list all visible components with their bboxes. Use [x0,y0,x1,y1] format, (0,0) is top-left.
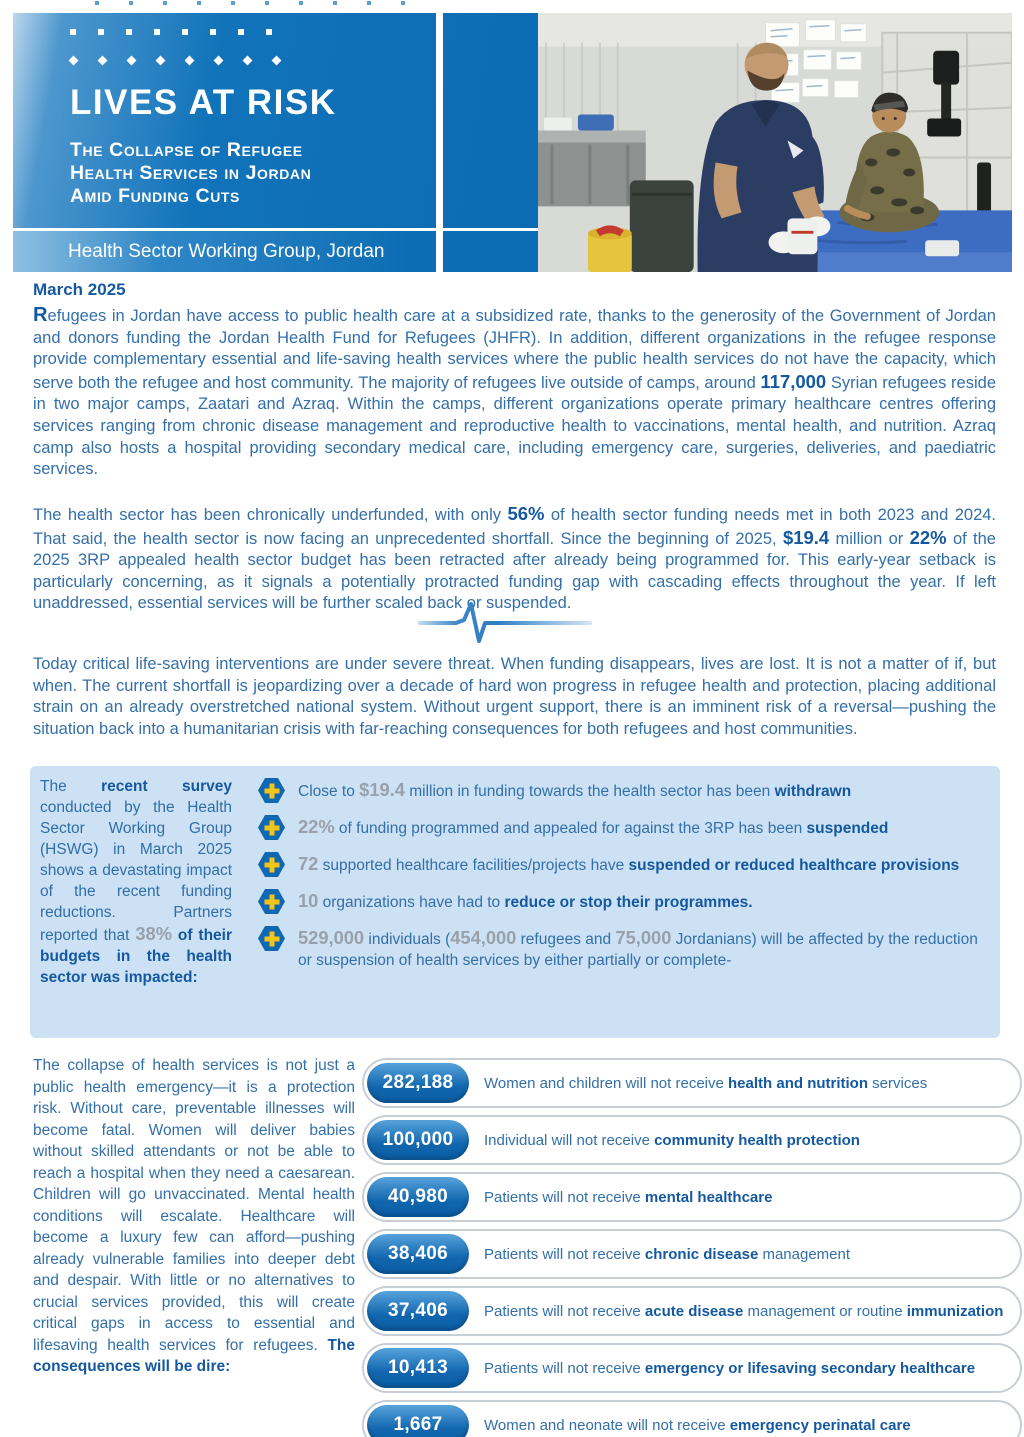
survey-bullet-text: 529,000 individuals (454,000 refugees and 75,000 Jordanians) will be affected by the reduction or suspension of health services by either partially or complete- [298,927,978,969]
impact-item [362,1115,1022,1165]
header [13,13,1012,272]
impact-item [362,1343,1022,1393]
survey-box [30,766,1000,1038]
impact-count-badge: 10,413 [367,1348,469,1388]
survey-bullet [258,927,986,971]
survey-bullet [258,890,986,914]
impact-count-badge: 38,406 [367,1234,469,1274]
report-title: LIVES AT RISK [70,83,337,122]
org-band [13,231,538,272]
survey-bullet-text: 72 supported healthcare facilities/projects have suspended or reduced healthcare provisions [298,853,960,874]
impact-item [362,1172,1022,1222]
funding-paragraph: The health sector has been chronically underfunded, with only 56% of health sector funding needs met in both 2023 and 2024. That said, the health sector is now facing an unprecedented shortfall. Since the beginning of 2025, $19.4 million or 22% of the 2025 3RP appealed health sector budget has been retracted after already being programmed for. This early-year setback is particularly concerning, as it signals a potentially protracted funding gap with cascading effects throughout the year. If left unaddressed, essential services will be further scaled back or suspended. [33,503,997,613]
impact-description: Patients will not receive acute disease management or routine immunization [484,1302,1004,1320]
decor-dots-row-squares [70,29,272,35]
threat-paragraph: Today critical life-saving interventions are under severe threat. When funding disappears, lives are lost. It is not a matter of if, but when. The current shortfall is jeopardizing over a decade of hard won progress in refugee health and protection, placing additional strain on an already overstretched national system. Without urgent support, there is an imminent risk of a reversal—pushing the situation back into a humanitarian crisis with far-reaching consequences for both refugees and host communities. [33,655,996,738]
survey-bullet [258,816,986,840]
date-line: March 2025 [33,280,126,299]
plus-hexagon-icon [258,889,285,914]
impact-count-badge: 37,406 [367,1291,469,1331]
clinic-photo [538,13,1012,272]
plus-hexagon-icon [258,815,285,840]
clinic-photo-illustration [538,13,1012,272]
impact-count-badge: 40,980 [367,1177,469,1217]
survey-intro: The recent survey conducted by the Health Sector Working Group (HSWG) in March 2025 shows a devastating impact of the recent funding reductions. Partners reported that 38% of their budgets in the health sector was impacted: [40,778,233,986]
report-subtitle-line: Health Services in Jordan [70,162,312,184]
impact-description: Patients will not receive mental healthcare [484,1188,773,1206]
impact-count-badge: 282,188 [367,1063,469,1103]
impact-item [362,1400,1022,1437]
impact-description: Women and neonate will not receive emergency perinatal care [484,1416,911,1434]
plus-hexagon-icon [258,778,285,803]
sharps-bucket [588,225,632,272]
report-subtitle-line: The Collapse of Refugee [70,139,303,161]
survey-bullet [258,779,986,803]
plus-hexagon-icon [258,852,285,877]
consequences-paragraph: The collapse of health services is not just a public health emergency—it is a protection risk. Without care, preventable illnesses will become fatal. Women will deliver babies without skilled attendants or not be able to reach a hospital when they need a caesarean. Children will go unvaccinated. Mental health conditions will escalate. Healthcare will become a luxury few can afford—pushing already vulnerable families into deeper debt and despair. With little or no alternatives to crucial services provided, this will create critical gaps in access to essential and lifesaving health services for refugees. The consequences will be dire: [33,1057,355,1375]
impact-description: Patients will not receive chronic disease management [484,1245,851,1263]
decor-dots-row-diamonds [70,57,280,64]
impact-item [362,1058,1022,1108]
report-subtitle [70,139,311,208]
impact-item [362,1229,1022,1279]
heartbeat-icon [418,596,593,650]
org-band-label: Health Sector Working Group, Jordan [68,240,385,262]
impact-description: Women and children will not receive health and nutrition services [484,1074,928,1092]
header-divider [436,13,443,272]
survey-bullet [258,853,986,877]
impact-count-badge: 100,000 [367,1120,469,1160]
impact-description: Individual will not receive community health protection [484,1131,860,1149]
decor-dots-top [95,1,405,5]
report-subtitle-line: Amid Funding Cuts [70,185,240,207]
survey-bullet-text: 22% of funding programmed and appealed for against the 3RP has been suspended [298,816,889,837]
survey-bullet-text: Close to $19.4 million in funding towards the health sector has been withdrawn [298,779,852,800]
impact-count-badge: 1,667 [367,1405,469,1437]
impact-description: Patients will not receive emergency or lifesaving secondary healthcare [484,1359,976,1377]
plus-hexagon-icon [258,926,285,951]
impact-item [362,1286,1022,1336]
impact-list [362,1058,1022,1437]
intro-paragraph: Refugees in Jordan have access to public health care at a subsidized rate, thanks to the generosity of the Government of Jordan and donors funding the Jordan Health Fund for Refugees (JHFR). In addition, different organizations in the refugee response provide complementary essential and life-saving health services where the public health services do not have the capacity, which serve both the refugee and host community. The majority of refugees live outside of camps, around 117,000 Syrian refugees reside in two major camps, Zaatari and Azraq. Within the camps, different organizations operate primary healthcare centres offering services ranging from chronic disease management and reproductive health to vaccinations, mental health, and nutrition. Azraq camp also hosts a hospital providing secondary medical care, including emergency care, surgeries, deliveries, and paediatric services. [33,304,996,479]
survey-bullet-text: 10 organizations have had to reduce or stop their programmes. [298,890,753,911]
survey-bullet-list [232,776,986,1028]
